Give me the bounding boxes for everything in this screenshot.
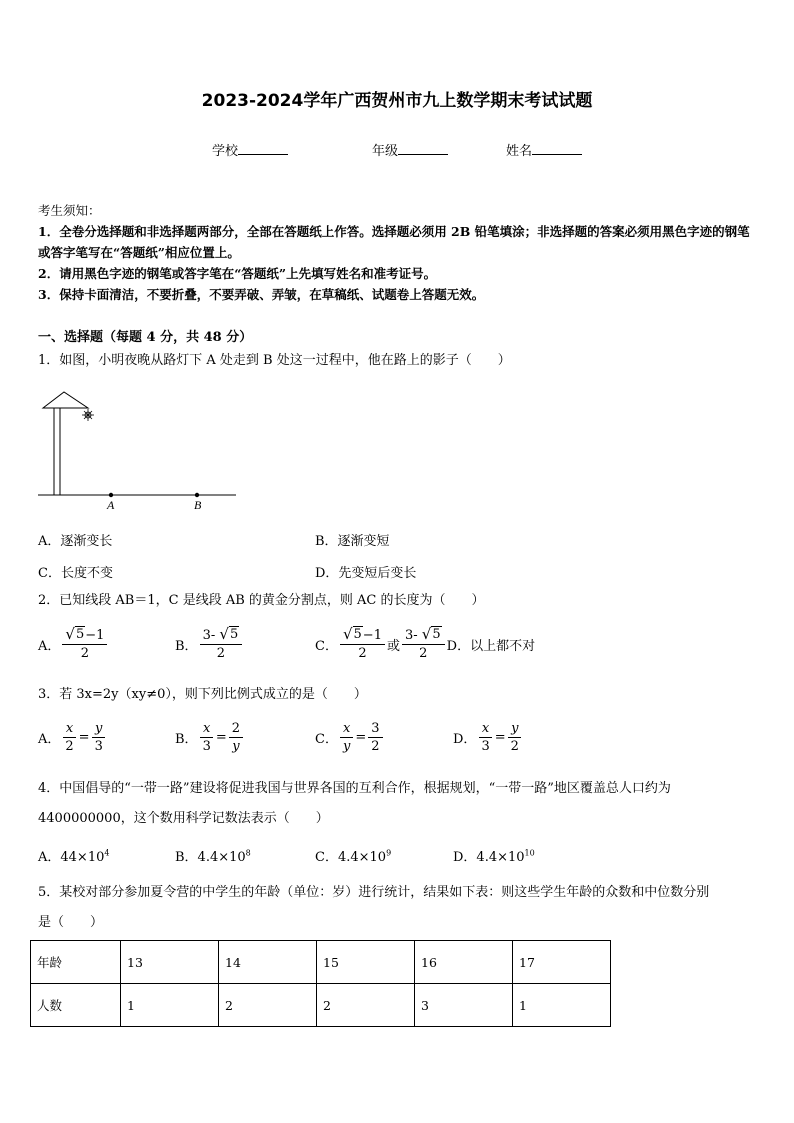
table-cell: 年龄	[31, 941, 121, 984]
q2-option-c	[315, 626, 535, 662]
table-cell: 13	[121, 941, 219, 984]
denominator: 2	[358, 646, 367, 661]
radicand: 5	[75, 627, 85, 642]
table-cell: 1	[121, 984, 219, 1027]
table-cell: 2	[219, 984, 317, 1027]
notice-item: 3．保持卡面清洁，不要折叠，不要弄破、弄皱，在草稿纸、试题卷上答题无效。	[38, 287, 485, 302]
label-a: A	[107, 498, 115, 512]
q2-a-prefix: A．	[38, 638, 61, 654]
school-field	[212, 140, 288, 159]
fraction: $\frac{y}{2}$	[508, 720, 522, 755]
q4-option-c: C．$4.4\times 10^9$	[315, 848, 392, 865]
question-5-line2: 是（ ）	[38, 915, 104, 930]
point-a	[109, 493, 113, 497]
minus-one: −1	[85, 628, 105, 643]
streetlamp-figure	[36, 388, 246, 513]
denominator: 2	[419, 646, 428, 661]
notice-item: 1．全卷分选择题和非选择题两部分，全部在答题纸上作答。选择题必须用 2B 铅笔填涂；非选择题的答案必须用黑色字迹的钢笔或答字笔写在“答题纸”相应位置上。	[38, 224, 750, 260]
fraction: $\frac{x}{3}$	[200, 720, 214, 755]
q2-option-b	[175, 626, 244, 662]
light-icon	[82, 409, 94, 421]
fraction: 3- √ 5 2	[402, 626, 445, 662]
lamp-shade	[43, 392, 88, 408]
name-blank	[532, 142, 582, 155]
q1-option-d: D．先变短后变长	[315, 566, 417, 581]
question-4-line1: 4．中国倡导的“一带一路”建设将促进我国与世界各国的互利合作，根据规划，“一带一路”地区覆盖总人口约为	[38, 781, 671, 796]
q4-option-a: A．$44\times 10^4$	[38, 848, 110, 865]
q1-option-c: C．长度不变	[38, 566, 113, 581]
fraction: √ 5 −1 2	[340, 626, 385, 662]
question-5-line1: 5．某校对部分参加夏令营的中学生的年龄（单位：岁）进行统计，结果如下表：则这些学生年龄的众数和中位数分别	[38, 885, 710, 900]
table-cell: 14	[219, 941, 317, 984]
table-cell: 16	[415, 941, 513, 984]
q3-b-prefix: B．	[175, 732, 198, 747]
fraction: $\frac{2}{y}$	[229, 720, 243, 755]
fraction: √ 5 −1 2	[62, 626, 107, 662]
or-text: 或	[386, 638, 400, 654]
radicand: 5	[353, 627, 362, 642]
three-minus: 3-	[404, 628, 418, 643]
q3-option-a: A． $\frac{x}{2}$ = $\frac{y}{3}$	[38, 720, 108, 755]
minus-one: −1	[362, 628, 382, 643]
school-label: 学校	[212, 144, 239, 159]
fraction: $\frac{3}{2}$	[368, 720, 382, 755]
notice-item: 2．请用黑色字迹的钢笔或答字笔在“答题纸”上先填写姓名和准考证号。	[38, 266, 437, 281]
name-label: 姓名	[506, 144, 533, 159]
table-row	[31, 984, 611, 1027]
school-blank	[238, 142, 288, 155]
table-cell: 2	[317, 984, 415, 1027]
grade-field	[372, 140, 448, 159]
point-b	[195, 493, 199, 497]
fraction: $\frac{x}{2}$	[62, 720, 76, 755]
q2-option-d: D．以上都不对	[446, 638, 536, 654]
notice	[38, 200, 758, 305]
fraction: $\frac{x}{3}$	[478, 720, 492, 755]
q2-c-prefix: C．	[315, 638, 338, 654]
q2-option-a	[38, 626, 109, 662]
q3-d-prefix: D．	[453, 732, 477, 747]
q3-option-c: C． $\frac{x}{y}$ = $\frac{3}{2}$	[315, 720, 385, 755]
table-row	[31, 941, 611, 984]
q1-option-b: B．逐渐变短	[315, 534, 390, 549]
table-cell: 15	[317, 941, 415, 984]
table-cell: 3	[415, 984, 513, 1027]
question-3-text: 3．若 3x=2y（xy≠0），则下列比例式成立的是（ ）	[38, 687, 367, 702]
q3-c-prefix: C．	[315, 732, 338, 747]
radicand: 5	[432, 627, 441, 642]
grade-blank	[398, 142, 448, 155]
table-cell: 人数	[31, 984, 121, 1027]
page-title: 2023-2024学年广西贺州市九上数学期末考试试题	[201, 91, 593, 111]
table-cell: 17	[513, 941, 611, 984]
grade-label: 年级	[372, 144, 399, 159]
fraction: $\frac{x}{y}$	[340, 720, 353, 755]
fraction: $\frac{y}{3}$	[92, 720, 106, 755]
q4-option-b: B．$4.4\times 10^8$	[175, 848, 251, 865]
fraction: 3- √ 5 2	[200, 626, 243, 662]
q3-option-b: B． $\frac{x}{3}$ = $\frac{2}{y}$	[175, 720, 245, 755]
q1-option-a: A．逐渐变长	[38, 534, 113, 549]
denominator: 2	[80, 646, 90, 661]
section-heading: 一、选择题（每题 4 分，共 48 分）	[38, 330, 253, 345]
denominator: 2	[216, 646, 226, 661]
age-table	[30, 940, 611, 1027]
question-4-line2: 4400000000，这个数用科学记数法表示（ ）	[38, 811, 329, 826]
q3-a-prefix: A．	[38, 732, 61, 747]
three-minus: 3-	[202, 628, 216, 643]
label-b: B	[194, 498, 202, 512]
question-1-text: 1．如图，小明夜晚从路灯下 A 处走到 B 处这一过程中，他在路上的影子（ ）	[38, 353, 511, 368]
question-2-text: 2．已知线段 AB＝1，C 是线段 AB 的黄金分割点，则 AC 的长度为（ ）	[38, 593, 485, 608]
q2-b-prefix: B．	[175, 638, 198, 654]
q3-option-d: D． $\frac{x}{3}$ = $\frac{y}{2}$	[453, 720, 524, 755]
notice-heading: 考生须知：	[38, 203, 101, 218]
table-cell: 1	[513, 984, 611, 1027]
radicand: 5	[229, 627, 239, 642]
name-field	[506, 140, 582, 159]
q4-option-d: D．$4.4\times 10^{10}$	[453, 848, 535, 865]
